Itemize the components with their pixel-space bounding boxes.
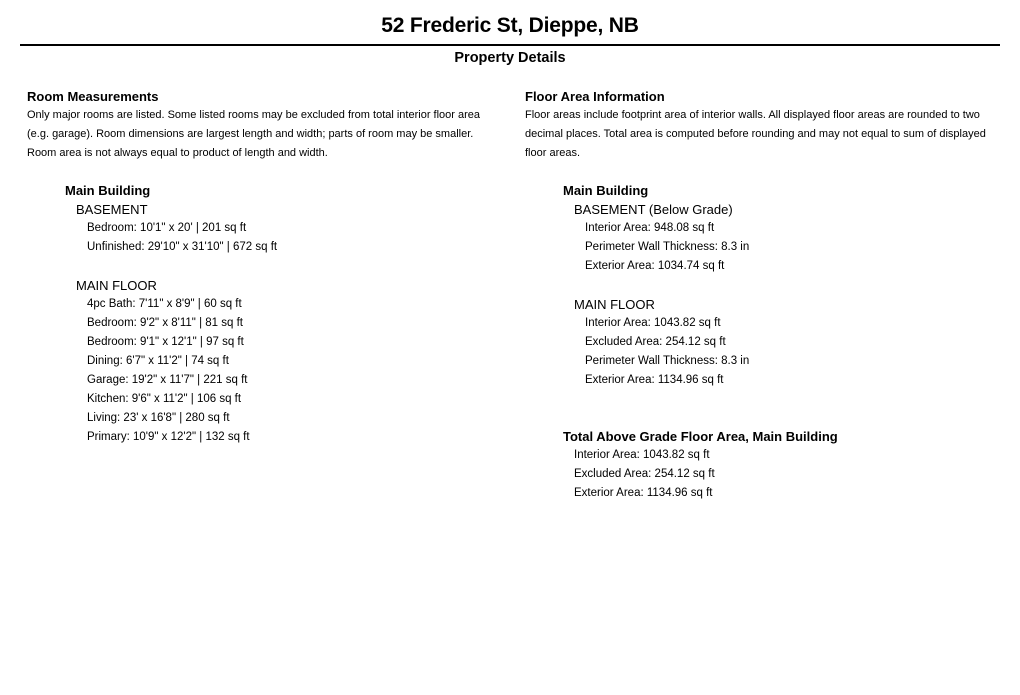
area-item: Interior Area: 948.08 sq ft [585, 222, 715, 234]
floor-area-building [563, 182, 1003, 390]
area-item: Interior Area: 1043.82 sq ft [585, 317, 721, 329]
page-title: 52 Frederic St, Dieppe, NB [381, 14, 639, 37]
title-divider [20, 44, 1000, 46]
room-measurements-section [27, 88, 502, 163]
room-item: 4pc Bath: 7'11" x 8'9" | 60 sq ft [87, 298, 242, 310]
room-item: Living: 23' x 16'8" | 280 sq ft [87, 412, 230, 424]
area-item: Exterior Area: 1034.74 sq ft [585, 260, 725, 272]
floor-name: MAIN FLOOR [76, 278, 157, 293]
total-item: Interior Area: 1043.82 sq ft [574, 449, 710, 461]
area-item: Perimeter Wall Thickness: 8.3 in [585, 355, 750, 367]
room-measurements-building [65, 182, 505, 447]
room-item: Kitchen: 9'6" x 11'2" | 106 sq ft [87, 393, 242, 405]
room-measurements-heading: Room Measurements [27, 89, 159, 104]
room-item: Bedroom: 10'1" x 20' | 201 sq ft [87, 222, 247, 234]
total-item: Exterior Area: 1134.96 sq ft [574, 487, 713, 499]
total-heading: Total Above Grade Floor Area, Main Building [563, 429, 838, 444]
room-item: Bedroom: 9'1" x 12'1" | 97 sq ft [87, 336, 244, 348]
room-item: Unfinished: 29'10" x 31'10" | 672 sq ft [87, 241, 278, 253]
building-name: Main Building [563, 183, 649, 198]
floor-name: MAIN FLOOR [574, 297, 655, 312]
page-subtitle: Property Details [454, 50, 566, 66]
floor-area-heading: Floor Area Information [525, 89, 665, 104]
room-item: Primary: 10'9" x 12'2" | 132 sq ft [87, 431, 250, 443]
area-item: Excluded Area: 254.12 sq ft [585, 336, 726, 348]
total-above-grade [563, 428, 1003, 503]
room-item: Garage: 19'2" x 11'7" | 221 sq ft [87, 374, 248, 386]
total-item: Excluded Area: 254.12 sq ft [574, 468, 715, 480]
floor-name: BASEMENT [76, 202, 148, 217]
room-item: Dining: 6'7" x 11'2" | 74 sq ft [87, 355, 229, 367]
floor-area-description: Floor areas include footprint area of interior walls. All displayed floor areas are rounded to two decimal places. Total area is computed before rounding and may not equal to sum of displayed floor areas. [525, 109, 986, 159]
room-measurements-description: Only major rooms are listed. Some listed rooms may be excluded from total interior floor area (e.g. garage). Room dimensions are largest length and width; parts of room may be smaller. Room area is not always equal to product of length and width. [27, 109, 481, 159]
room-item: Bedroom: 9'2" x 8'11" | 81 sq ft [87, 317, 243, 329]
area-item: Exterior Area: 1134.96 sq ft [585, 374, 724, 386]
floor-name: BASEMENT (Below Grade) [574, 202, 733, 217]
floor-area-section [525, 88, 1010, 163]
area-item: Perimeter Wall Thickness: 8.3 in [585, 241, 750, 253]
building-name: Main Building [65, 183, 151, 198]
